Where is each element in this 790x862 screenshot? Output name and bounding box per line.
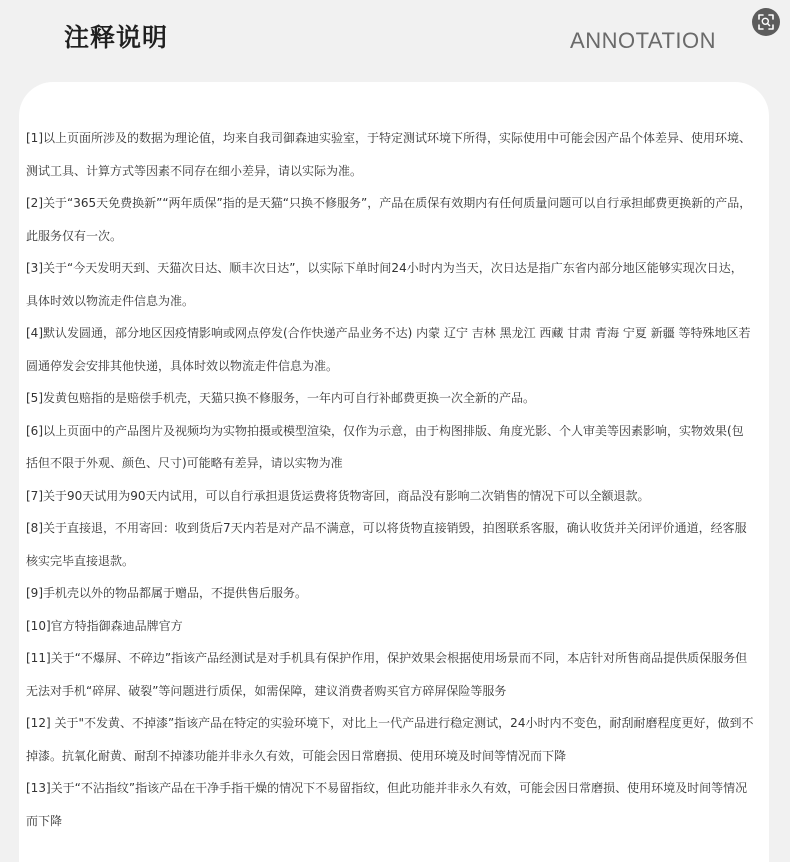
scan-button[interactable] (752, 8, 780, 36)
annotation-note-5: [5]发黄包赔指的是赔偿手机壳，天猫只换不修服务，一年内可自行补邮费更换一次全新的产品。 (26, 391, 536, 405)
annotation-note-1: [1]以上页面所涉及的数据为理论值，均来自我司御森迪实验室，于特定测试环境下所得，实际使用中可能会因产品个体差异、使用环境、测试工具、计算方式等因素不同存在细小差异，请以实际为准。 (26, 131, 752, 178)
annotation-note-9: [9]手机壳以外的物品都属于赠品，不提供售后服务。 (26, 586, 308, 600)
annotation-card (19, 82, 769, 862)
annotation-note-3: [3]关于“今天发明天到、天猫次日达、顺丰次日达”，以实际下单时间24小时内为当天，次日达是指广东省内部分地区能够实现次日达，具体时效以物流走件信息为准。 (26, 261, 743, 308)
annotation-note-2: [2]关于“365天免费换新”“两年质保”指的是天猫“只换不修服务”，产品在质保有效期内有任何质量问题可以自行承担邮费更换新的产品，此服务仅有一次。 (26, 196, 752, 243)
annotation-note-10: [10]官方特指御森迪品牌官方 (26, 618, 183, 633)
page-subtitle: ANNOTATION (570, 28, 716, 53)
annotation-note-13: [13]关于“不沾指纹”指该产品在干净手指干燥的情况下不易留指纹，但此功能并非永久有效，可能会因日常磨损、使用环境及时间等情况而下降 (26, 781, 748, 828)
page-title: 注释说明 (64, 23, 169, 52)
annotation-note-12: [12] 关于"不发黄、不掉漆”指该产品在特定的实验环境下，对比上一代产品进行稳定测试，24小时内不变色，耐刮耐磨程度更好，做到不掉漆。抗氧化耐黄、耐刮不掉漆功能并非永久有效，可能会因日常磨损、使用环境及时间等情况而下降 (26, 716, 754, 763)
scan-icon (757, 13, 775, 31)
annotation-note-7: [7]关于90天试用为90天内试用，可以自行承担退货运费将货物寄回，商品没有影响二次销售的情况下可以全额退款。 (26, 488, 650, 503)
annotation-list (26, 122, 754, 837)
annotation-note-8: [8]关于直接退，不用寄回：收到货后7天内若是对产品不满意，可以将货物直接销毁，拍图联系客服，确认收货并关闭评价通道，经客服核实完毕直接退款。 (26, 521, 747, 568)
annotation-note-6: [6]以上页面中的产品图片及视频均为实物拍摄或模型渲染，仅作为示意，由于构图排版、角度光影、个人审美等因素影响，实物效果(包括但不限于外观、颜色、尺寸)可能略有差异，请以实物为准 (26, 423, 744, 470)
annotation-note-4: [4]默认发圆通，部分地区因疫情影响或网点停发(合作快递产品业务不达) 内蒙 辽宁 吉林 黑龙江 西藏 甘肃 青海 宁夏 新疆 等特殊地区若圆通停发会安排其他快递，具体时效以物流走件信息为准。 (26, 326, 751, 373)
annotation-note-11: [11]关于“不爆屏、不碎边”指该产品经测试是对手机具有保护作用，保护效果会根据使用场景而不同，本店针对所售商品提供质保服务但无法对手机“碎屏、破裂”等问题进行质保，如需保障，建议消费者购买官方碎屏保险等服务 (26, 651, 748, 698)
